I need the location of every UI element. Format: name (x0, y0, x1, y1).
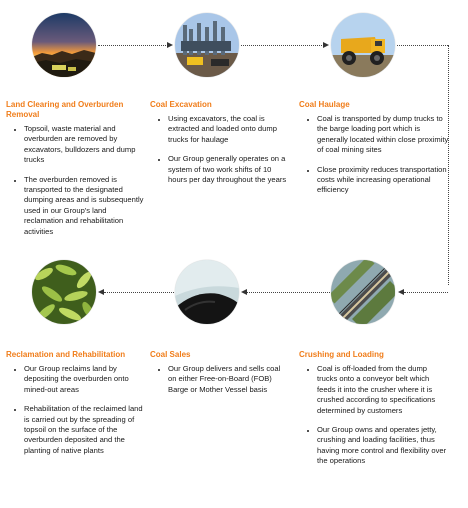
stage-bullet: • Our Group owns and operates jetty, crushing and loading facilities, thus having more control and flexibility over the operations (317, 425, 449, 467)
excavator-photo-icon (175, 13, 239, 77)
stage-coal-excavation (150, 100, 290, 194)
stage-bullet: • Our Group generally operates on a system of two work shifts of 10 hours per day throughout the years (168, 154, 290, 185)
stage-bullet: • Topsoil, waste material and overburden are removed by excavators, bulldozers and dump trucks (24, 124, 144, 166)
coal-pile-photo-icon (175, 260, 239, 324)
stage-bullet: • Using excavators, the coal is extracted and loaded onto dump trucks for haulage (168, 114, 290, 145)
stage-title: Coal Haulage (299, 100, 350, 109)
connector-4-5 (247, 292, 330, 293)
stage-bullet: • Rehabilitation of the reclaimed land is carried out by the spreading of topsoil on the surface of the overburden deposited and the planting of native plants (24, 404, 144, 456)
stage-bullet: • Our Group reclaims land by depositing the overburden onto mined-out areas (24, 364, 144, 395)
stage-title: Crushing and Loading (299, 350, 384, 359)
arrow-left-icon (398, 289, 404, 295)
connector-5-6 (104, 292, 174, 293)
stage-coal-haulage (299, 100, 449, 205)
stage-title: Coal Sales (150, 350, 191, 359)
sunset-landscape-photo-icon (32, 13, 96, 77)
connector-to-4 (404, 292, 448, 293)
arrow-right-icon (167, 42, 173, 48)
stage-reclamation (6, 350, 144, 465)
stage-bullet: • Coal is off-loaded from the dump trucks onto a conveyor belt which feeds it into the crusher where it is crushed according to specifications determined by customers (317, 364, 449, 416)
stage-title: Land Clearing and Overburden Removal (6, 100, 124, 119)
stage-title: Reclamation and Rehabilitation (6, 350, 126, 359)
stage-bullet: • Coal is transported by dump trucks to the barge loading port which is generally located within close proximity of coal mining sites (317, 114, 449, 156)
arrow-right-icon (323, 42, 329, 48)
stage-coal-sales (150, 350, 290, 404)
plants-photo-icon (32, 260, 96, 324)
connector-2-3 (241, 45, 324, 46)
conveyor-belt-photo-icon (331, 260, 395, 324)
arrow-left-icon (241, 289, 247, 295)
arrow-left-icon (98, 289, 104, 295)
stage-title: Coal Excavation (150, 100, 212, 109)
connector-1-2 (98, 45, 168, 46)
stage-crushing-loading (299, 350, 449, 476)
stage-bullet: • The overburden removed is transported to the designated dumping areas and is subsequently used in our Group's land reclamation and rehabilitation activities (24, 175, 144, 237)
stage-bullet: • Close proximity reduces transportation costs while increasing operational efficiency (317, 165, 449, 196)
stage-bullet: • Our Group delivers and sells coal on either Free-on-Board (FOB) Barge or Mother Vessel basis (168, 364, 290, 395)
dump-truck-photo-icon (331, 13, 395, 77)
stage-land-clearing (6, 100, 144, 246)
connector-3-top (397, 45, 448, 46)
